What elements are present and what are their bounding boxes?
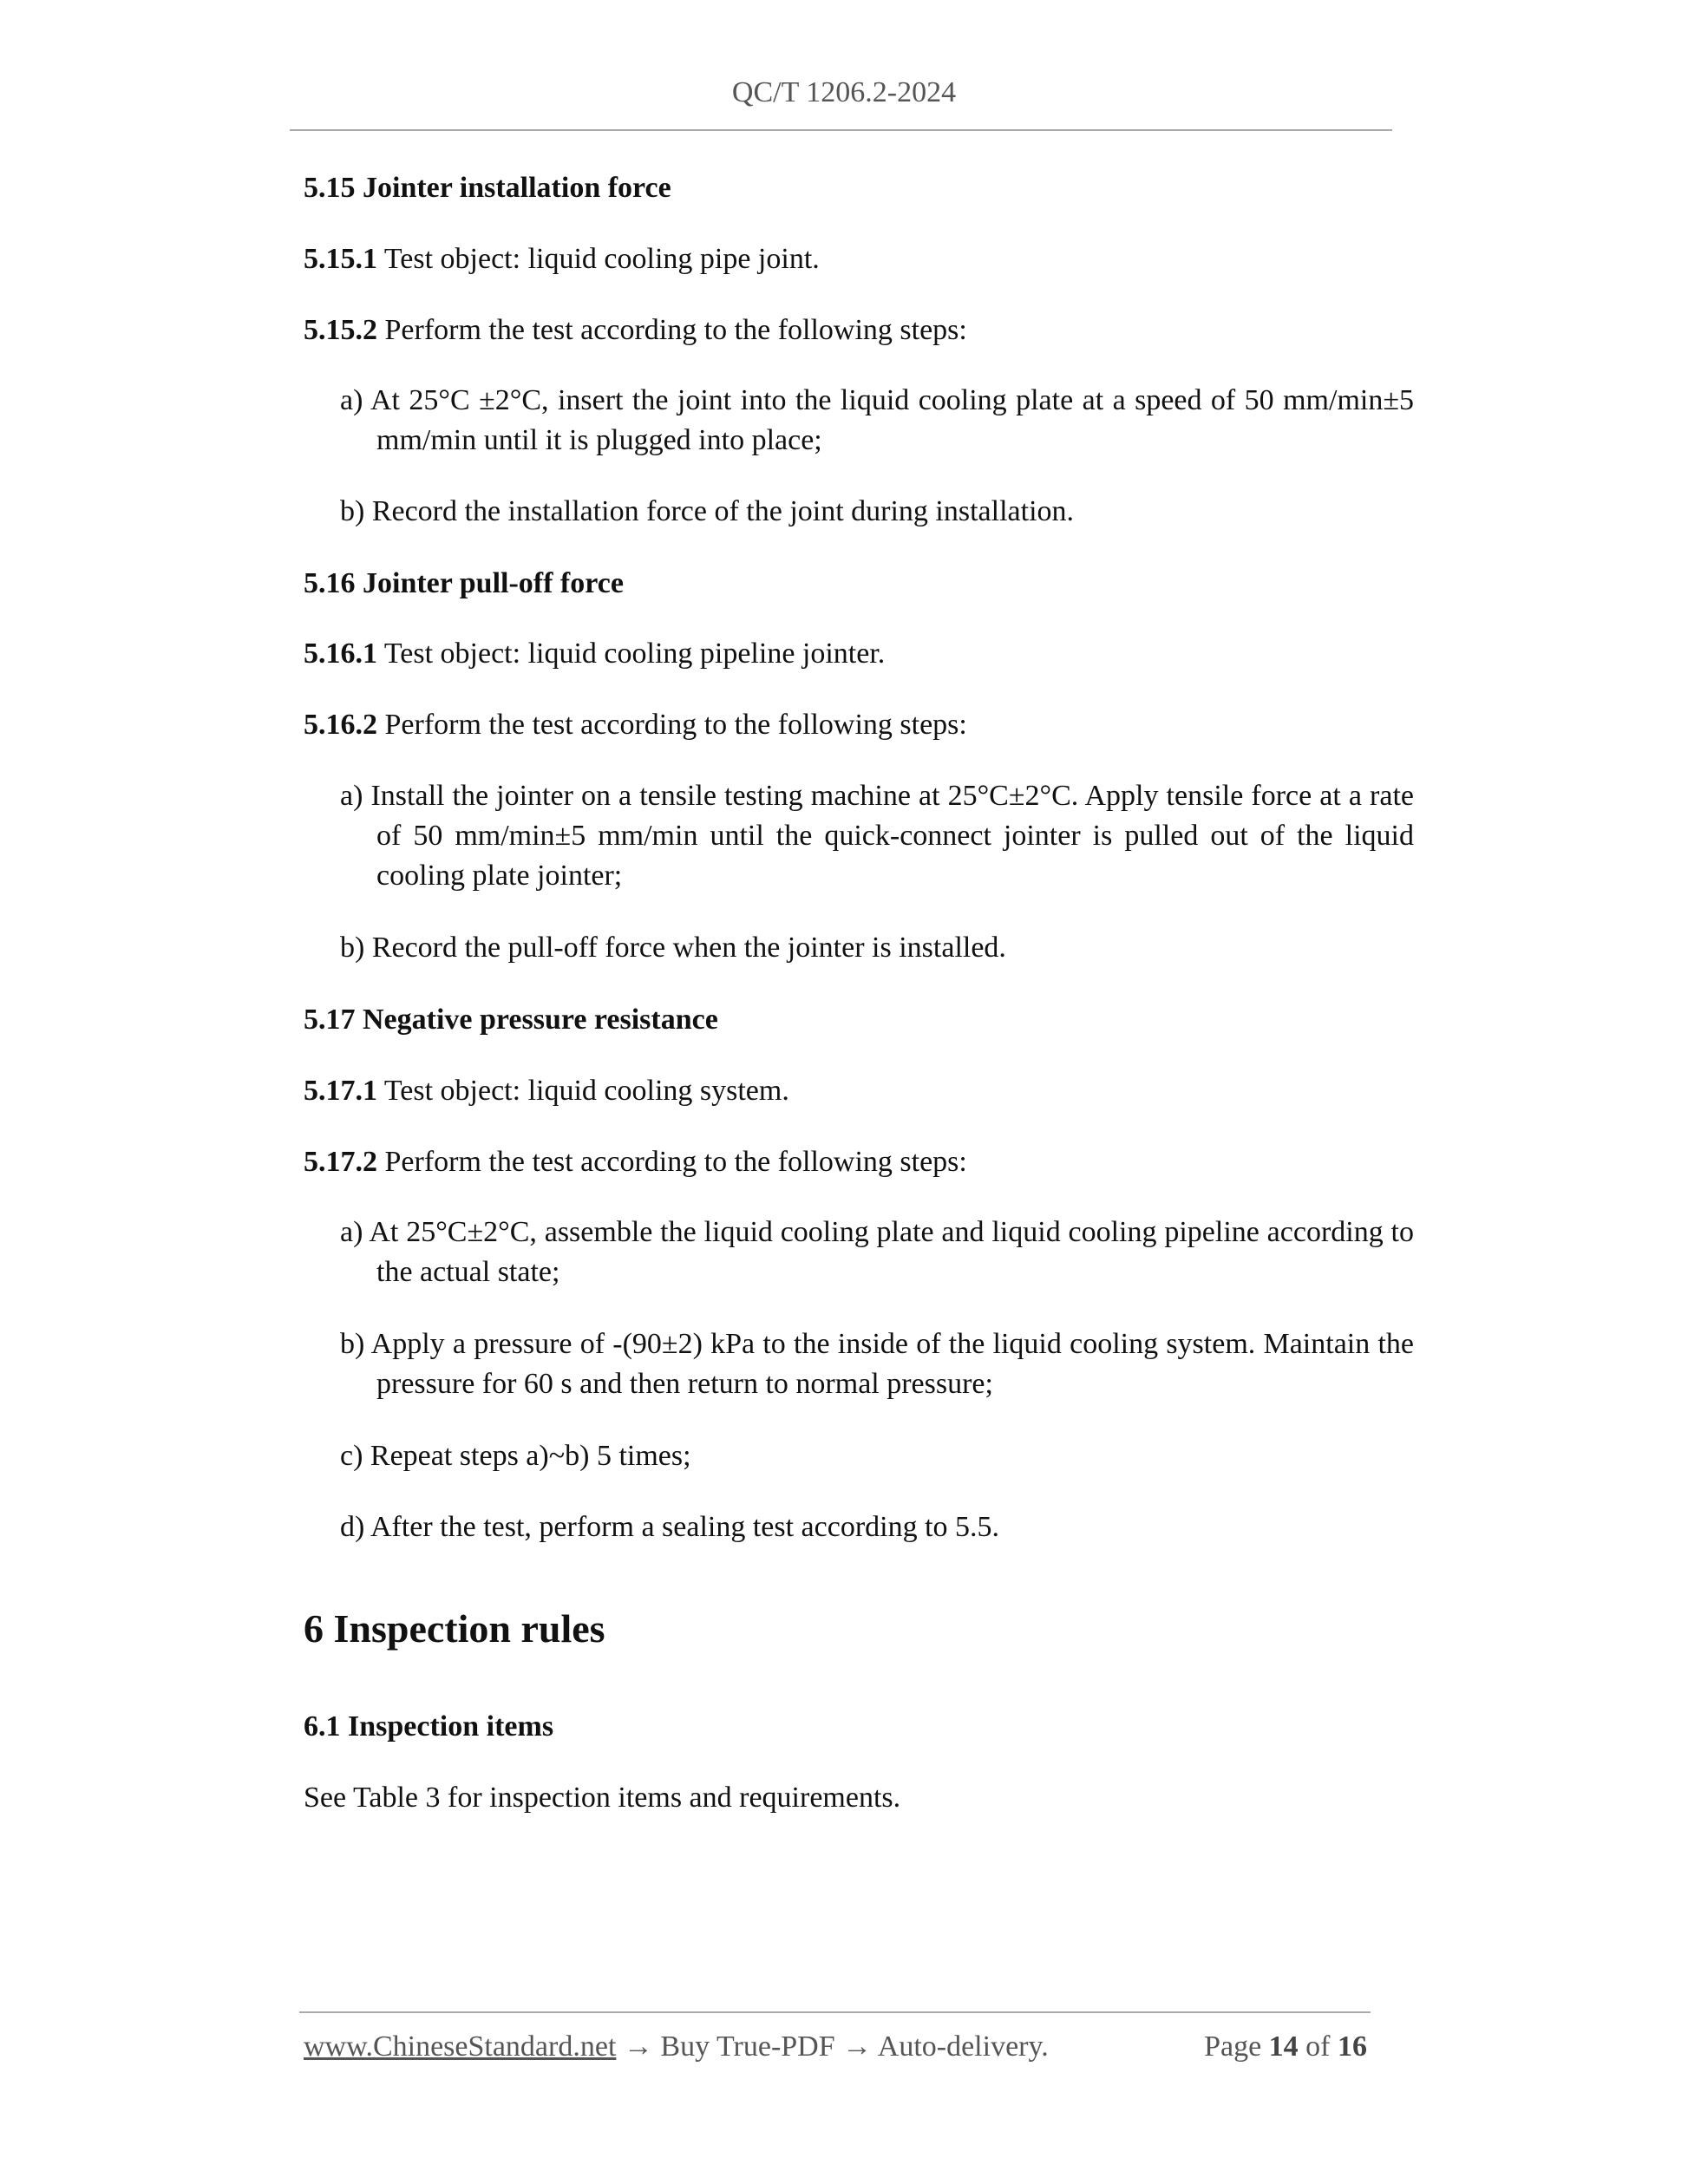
section-6-1-title: 6.1 Inspection items xyxy=(304,1710,554,1743)
arrow-right-icon: → xyxy=(623,2030,653,2063)
clause-number: 5.17.1 xyxy=(304,1075,377,1107)
clause-5-15-1 xyxy=(304,239,820,279)
chapter-6-title: 6 Inspection rules xyxy=(304,1606,605,1651)
step-5-17-a: a) At 25°C±2°C, assemble the liquid cooling plate and liquid cooling pipeline according to the actual state; xyxy=(340,1216,1414,1288)
page-label: Page xyxy=(1204,2030,1262,2063)
step-5-15-a: a) At 25°C ±2°C, insert the joint into the liquid cooling plate at a speed of 50 mm/min±5 mm/min until it is plugged into place; xyxy=(340,384,1414,456)
arrow-right-icon: → xyxy=(842,2030,873,2063)
clause-number: 5.16.2 xyxy=(304,709,377,741)
step-5-16-b: b) Record the pull-off force when the jointer is installed. xyxy=(340,932,1006,964)
clause-number: 5.15.1 xyxy=(304,243,377,275)
clause-5-16-2 xyxy=(304,705,967,745)
step-5-17-b: b) Apply a pressure of -(90±2) kPa to the inside of the liquid cooling system. Maintain the pressure for 60 s and then return to normal pressure; xyxy=(340,1328,1414,1400)
clause-text: Perform the test according to the following steps: xyxy=(384,1146,967,1178)
clause-text: Perform the test according to the following steps: xyxy=(384,709,967,741)
page-indicator xyxy=(1204,2030,1367,2063)
clause-number: 5.15.2 xyxy=(304,314,377,346)
clause-number: 5.17.2 xyxy=(304,1146,377,1178)
document-header-id: QC/T 1206.2-2024 xyxy=(731,76,957,108)
section-5-15-title: 5.15 Jointer installation force xyxy=(304,172,671,204)
buy-true-pdf-text: Buy True-PDF xyxy=(660,2030,835,2063)
footer-divider xyxy=(299,2011,1371,2013)
clause-5-17-2 xyxy=(304,1142,967,1182)
clause-text: Test object: liquid cooling pipeline jointer. xyxy=(383,638,886,670)
clause-5-17-1 xyxy=(304,1071,789,1111)
clause-number: 5.16.1 xyxy=(304,638,377,670)
footer-promo xyxy=(304,2030,1049,2063)
auto-delivery-text: Auto-delivery. xyxy=(877,2030,1049,2063)
clause-text: Test object: liquid cooling system. xyxy=(383,1075,789,1107)
step-5-16-a: a) Install the jointer on a tensile testing machine at 25°C±2°C. Apply tensile force at a rate of 50 mm/min±5 mm/min until the quick-connect jointer is pulled out of the liquid cooling plate jointer; xyxy=(340,780,1414,892)
section-6-1-text: See Table 3 for inspection items and requirements. xyxy=(304,1782,901,1814)
page-total: 16 xyxy=(1338,2030,1367,2063)
clause-5-16-1 xyxy=(304,634,885,674)
clause-text: Test object: liquid cooling pipe joint. xyxy=(383,243,820,275)
section-5-17-title: 5.17 Negative pressure resistance xyxy=(304,1004,718,1036)
page-number: 14 xyxy=(1268,2030,1299,2063)
site-link[interactable]: www.ChineseStandard.net xyxy=(304,2030,617,2063)
clause-5-15-2 xyxy=(304,311,967,350)
step-5-17-c: c) Repeat steps a)~b) 5 times; xyxy=(340,1440,691,1472)
step-5-17-d: d) After the test, perform a sealing test according to 5.5. xyxy=(340,1511,1000,1543)
header-divider xyxy=(290,129,1392,131)
step-5-15-b: b) Record the installation force of the joint during installation. xyxy=(340,495,1075,527)
clause-text: Perform the test according to the following steps: xyxy=(384,314,967,346)
section-5-16-title: 5.16 Jointer pull-off force xyxy=(304,567,624,599)
of-label: of xyxy=(1305,2030,1331,2063)
